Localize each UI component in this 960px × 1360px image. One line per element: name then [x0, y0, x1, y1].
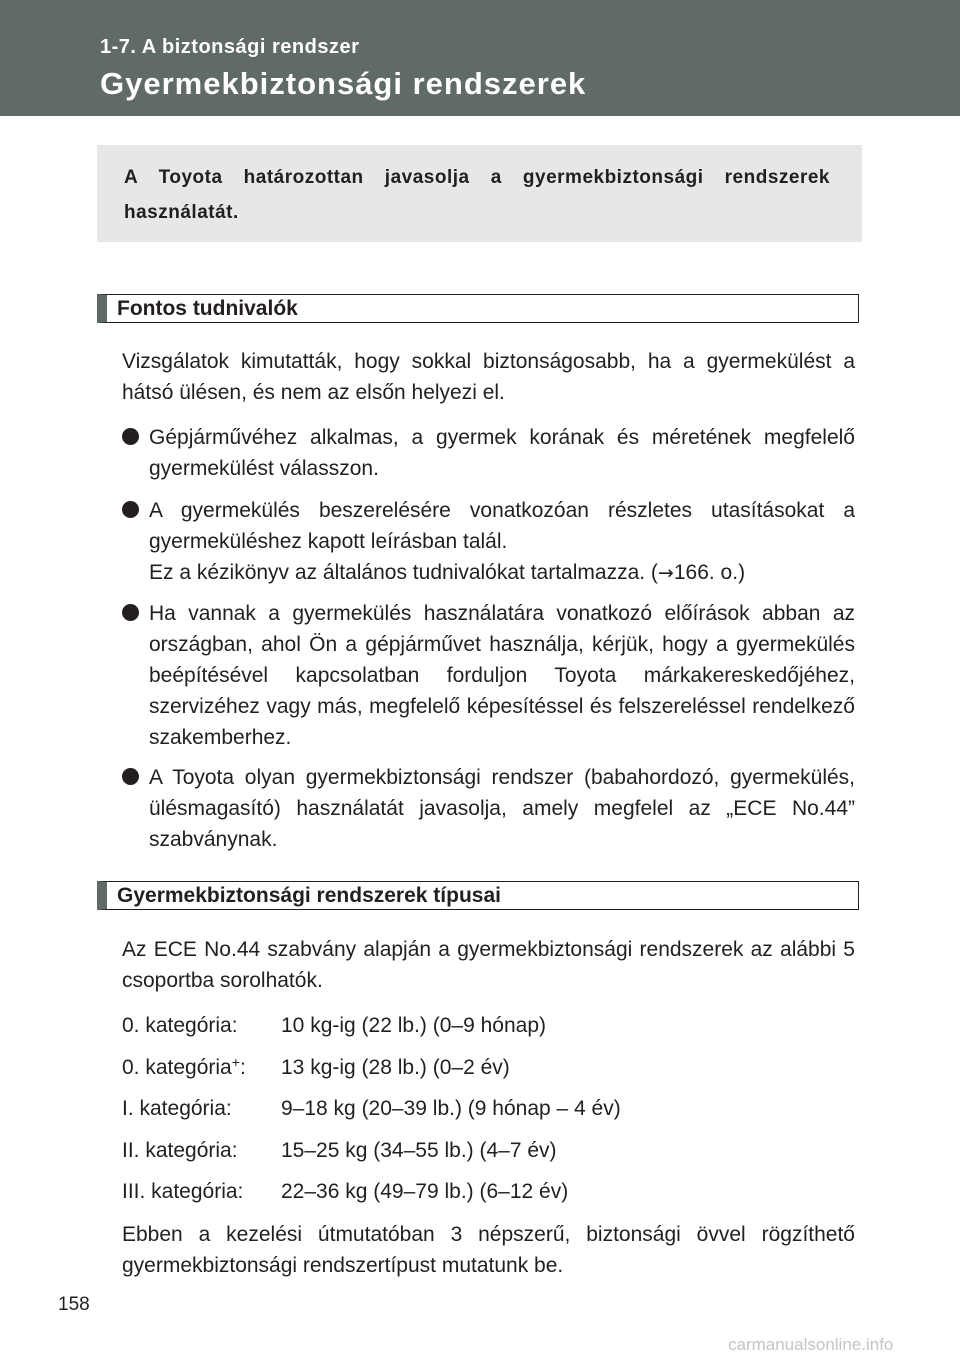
bullet-extra-text: Ez a kézikönyv az általános tudnivalókat tartalmazza. (→166. o.) [149, 561, 746, 584]
category-value: 9–18 kg (20–39 lb.) (9 hónap – 4 év) [281, 1097, 621, 1120]
category-name: 0. kategória: [122, 1014, 238, 1037]
important-paragraph: Vizsgálatok kimutatták, hogy sokkal biztonságosabb, ha a gyermekülést a hátsó ülésen, és nem az elsőn helyezi el. [122, 350, 855, 404]
bullet-item [122, 598, 855, 753]
category-value: 13 kg-ig (28 lb.) (0–2 év) [281, 1056, 510, 1079]
bullet-text: Ha vannak a gyermekülés használatára vonatkozó előírások abban az országban, ahol Ön a gépjárművet használja, kérjük, hogy a gyermekülés beépítésével kapcsolatban forduljon Toyota márkakereskedőjéhez, szervizéhez vagy más, megfelelő képesítéssel és felszereléssel rendelkező szakemberhez. [149, 602, 855, 749]
category-value: 22–36 kg (49–79 lb.) (6–12 év) [281, 1180, 569, 1203]
important-heading-label: Fontos tudnivalók [117, 297, 298, 320]
bullet-item [122, 762, 855, 855]
bullet-icon [122, 604, 139, 621]
page-title: Gyermekbiztonsági rendszerek [100, 66, 587, 101]
category-value: 15–25 kg (34–55 lb.) (4–7 év) [281, 1139, 557, 1162]
types-outro: Ebben a kezelési útmutatóban 3 népszerű, biztonsági övvel rögzíthető gyermekbiztonsági rendszertípust mutatunk be. [122, 1223, 855, 1277]
intro-box [97, 145, 862, 242]
page-reference: 166. o.) [673, 561, 746, 584]
bullet-text [149, 495, 855, 589]
types-heading [97, 881, 859, 910]
category-row [122, 1177, 855, 1207]
category-name: I. kategória: [122, 1097, 232, 1120]
bullet-icon [122, 768, 139, 785]
category-value: 10 kg-ig (22 lb.) (0–9 hónap) [281, 1014, 546, 1037]
watermark: carmanualsonline.info [728, 1335, 894, 1354]
bullet-item [122, 495, 855, 589]
category-row [122, 1136, 855, 1166]
category-name: III. kategória: [122, 1180, 244, 1203]
arrow-right-icon: → [657, 562, 674, 584]
bullet-text: Gépjárművéhez alkalmas, a gyermek korának és méretének megfelelő gyermekülést válasszon. [149, 426, 855, 480]
types-heading-label: Gyermekbiztonsági rendszerek típusai [117, 884, 501, 907]
category-name: 0. kategória+: [122, 1054, 246, 1079]
category-row [122, 1053, 855, 1083]
category-row [122, 1094, 855, 1124]
section-label: 1-7. A biztonsági rendszer [100, 36, 360, 58]
important-heading [97, 294, 859, 323]
category-row [122, 1011, 855, 1041]
header-bar [0, 0, 960, 116]
types-intro: Az ECE No.44 szabvány alapján a gyermekbiztonsági rendszerek az alábbi 5 csoportba sorolhatók. [122, 938, 855, 992]
bullet-text: A Toyota olyan gyermekbiztonsági rendszer (babahordozó, gyermekülés, ülésmagasító) használatát javasolja, amely megfelel az „ECE No.44” szabványnak. [149, 766, 855, 851]
category-name: II. kategória: [122, 1139, 238, 1162]
bullet-icon [122, 501, 139, 518]
bullet-item [122, 422, 855, 484]
bullet-icon [122, 428, 139, 445]
bullet-main-text: A gyermekülés beszerelésére vonatkozóan részletes utasításokat a gyermeküléshez kapott leírásban talál. [149, 499, 855, 553]
intro-text: A Toyota határozottan javasolja a gyermekbiztonsági rendszerek használatát. [124, 167, 830, 223]
page-number: 158 [58, 1294, 90, 1315]
